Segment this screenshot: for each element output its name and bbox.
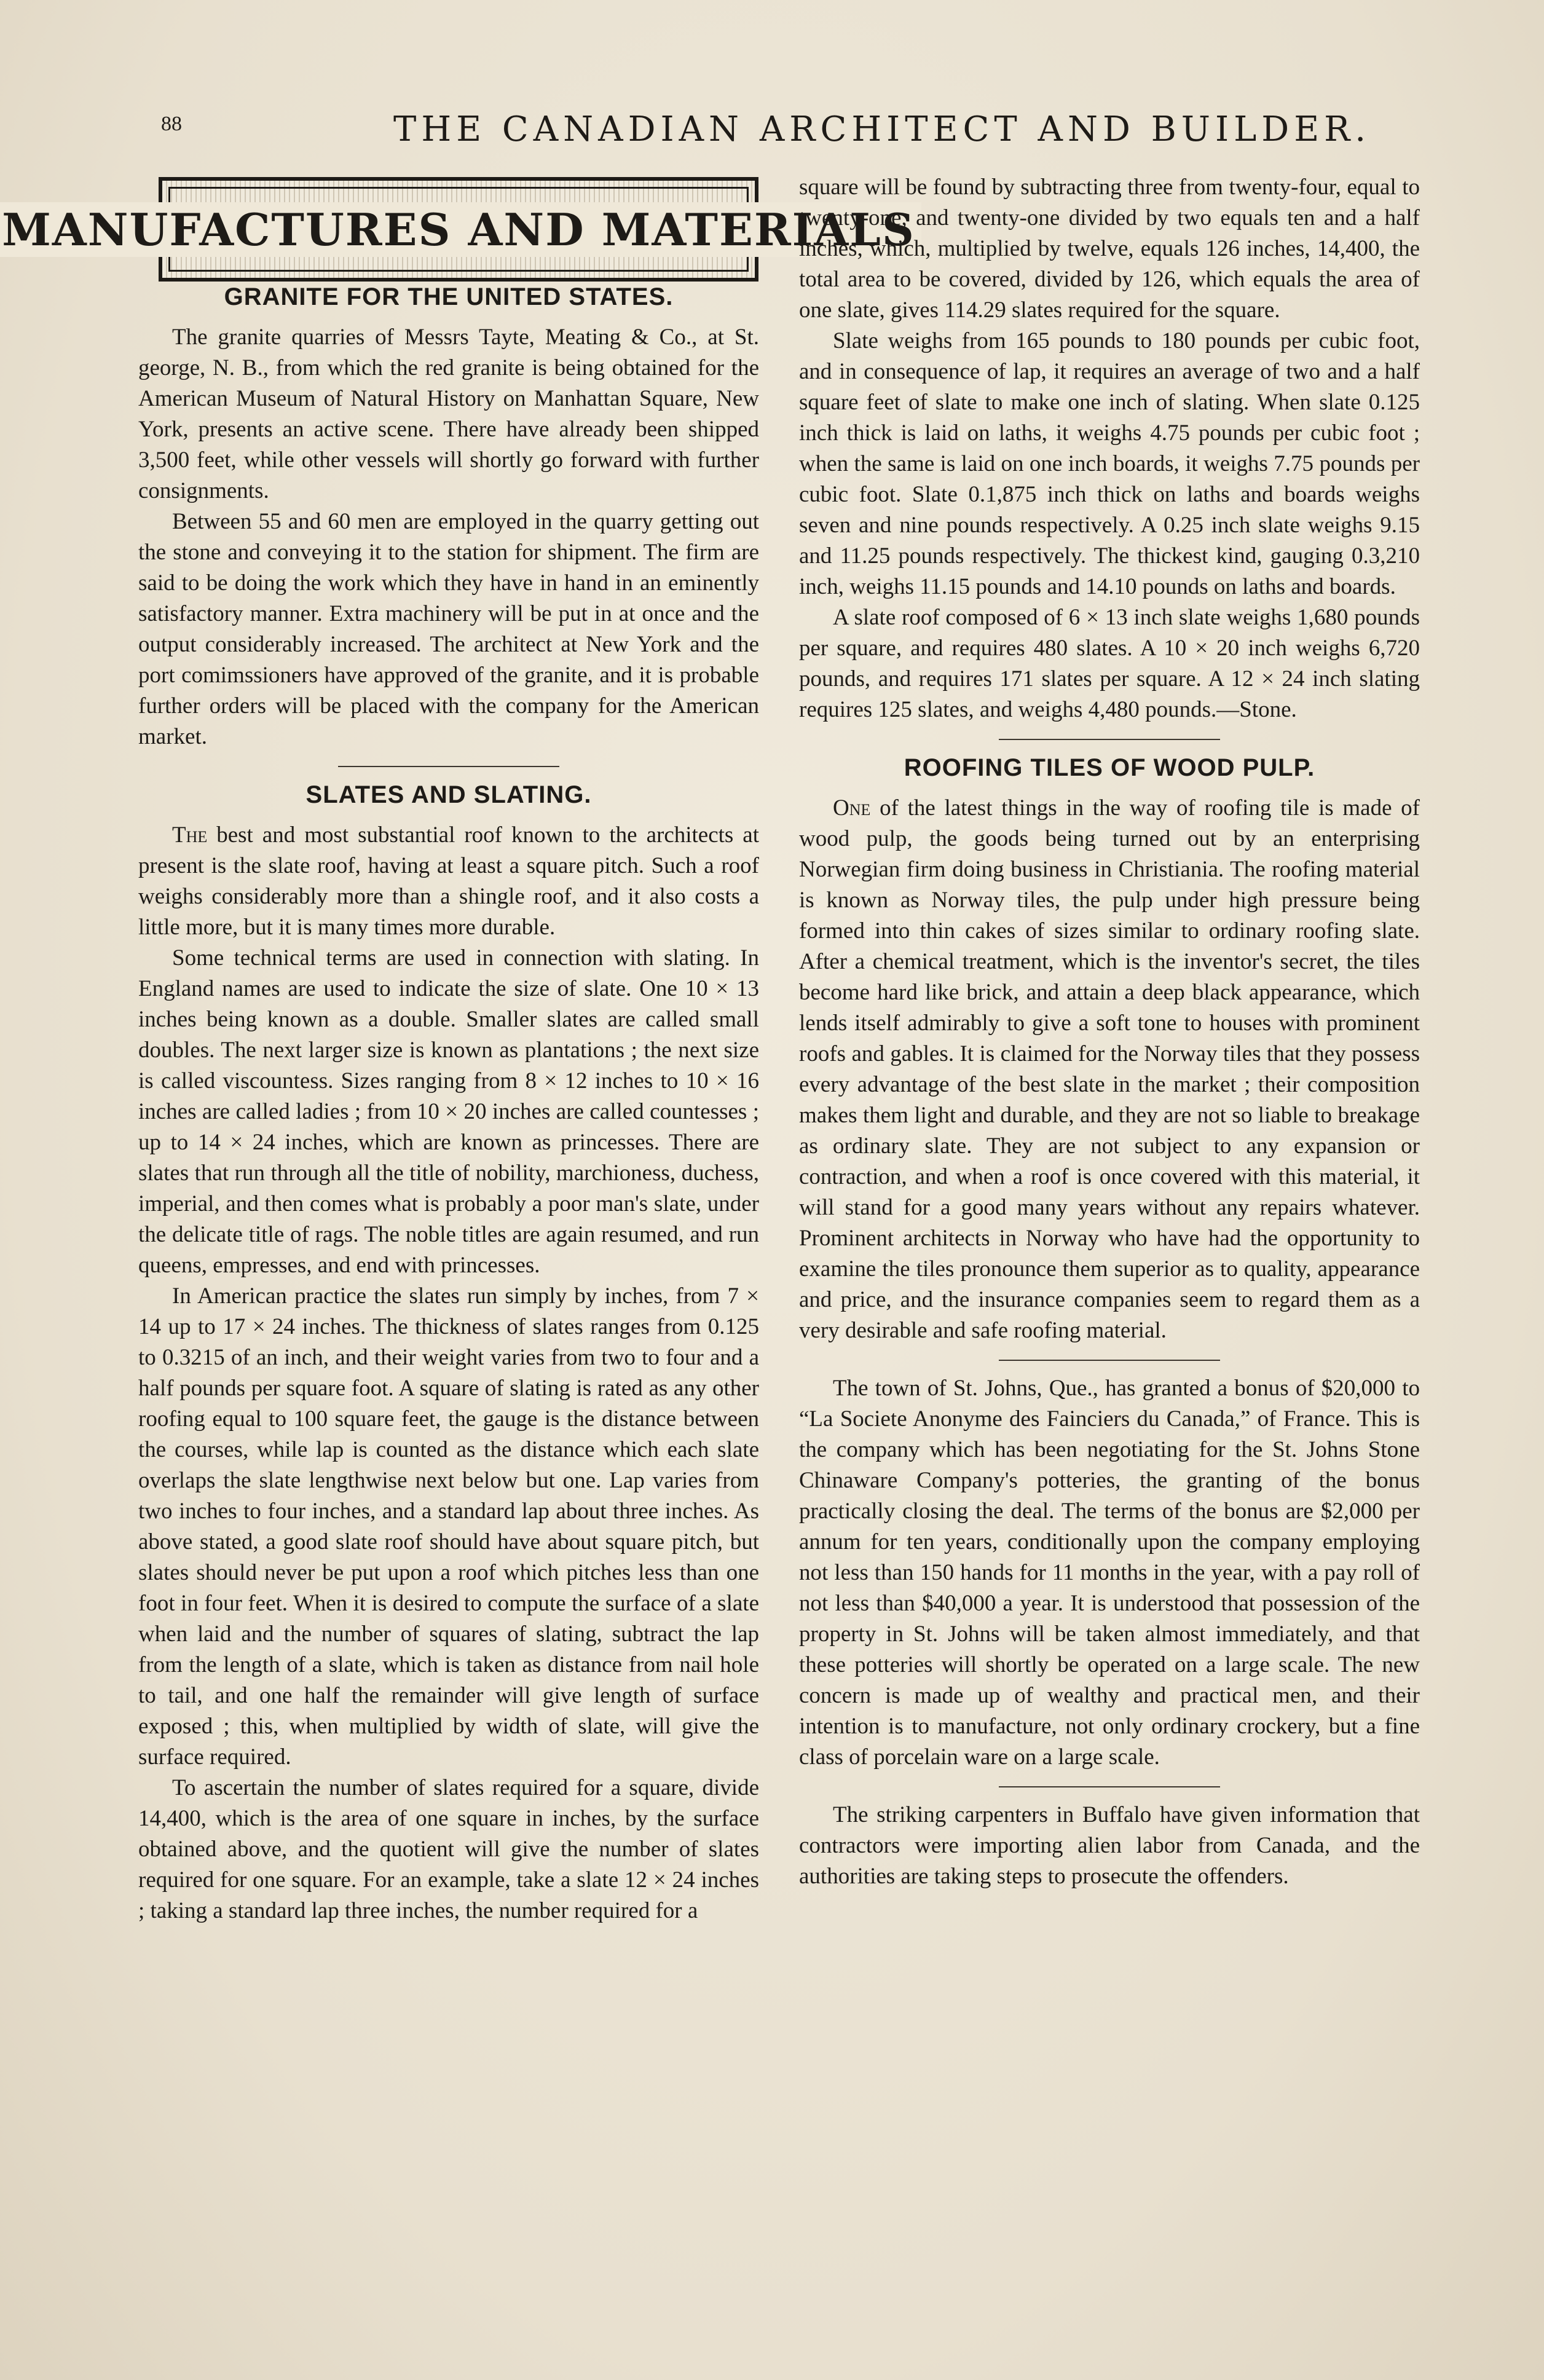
article-heading: ROOFING TILES OF WOOD PULP. bbox=[904, 754, 1315, 781]
lead-word: One bbox=[833, 795, 871, 821]
paragraph-text: of the latest things in the way of roofing tile is made of wood pulp, the goods being turned out by an enterprising Norwegian firm doing business in Christiania. The roofing material is known as Norway tiles, the pulp under high pressure being formed into thin cakes of sizes similar to ordinary roofing slate. After a chemical treatment, which is the inventor's secret, the tiles become hard like brick, and attain a deep black appearance, which lends itself admirably to give a soft tone to houses with prominent roofs and gables. It is claimed for the Norway tiles that they possess every advantage of the best slate in the market ; their composition makes them light and durable, and they are not so liable to breakage as ordinary slate. They are not subject to any expansion or contraction, and when a roof is once covered with this material, it will stand for a good many years without any repairs whatever. Prominent architects in Norway who have had the opportunity to examine the tiles pronounce them superior as to quality, appearance and price, and the insurance companies seem to regard them as a very desirable and safe roofing material. bbox=[799, 795, 1420, 1343]
article-paragraph: The granite quarries of Messrs Tayte, Meating & Co., at St. george, N. B., from which the red granite is being obtained for the American Museum of Natural History on Manhattan Square, New York, presents an active scene. There have already been shipped 3,500 feet, while other vessels will shortly go forward with further consignments. bbox=[138, 325, 759, 503]
lead-word: The bbox=[172, 822, 208, 848]
article-paragraph: Slate weighs from 165 pounds to 180 pounds per cubic foot, and in consequence of lap, it requires an average of two and a half square feet of slate to make one inch of slating. When slate 0.125 inch thick is laid on laths, it weighs 4.75 pounds per cubic foot ; when the same is laid on one inch boards, it weighs 7.75 pounds per cubic foot. Slate 0.1,875 inch thick on laths and boards weighs seven and nine pounds respectively. A 0.25 inch slate weighs 9.15 and 11.25 pounds respectively. The thickest kind, gauging 0.3,210 inch, weighs 11.15 pounds and 14.10 pounds on laths and boards. bbox=[799, 328, 1420, 599]
banner-title: MANUFACTURES AND MATERIALS bbox=[0, 202, 921, 257]
divider-rule bbox=[999, 1360, 1220, 1361]
article-paragraph: In American practice the slates run simply by inches, from 7 × 14 up to 17 × 24 inches. The thickness of slates ranges from 0.125 to 0.3215 of an inch, and their weight varies from two to four and a half pounds per square foot. A square of slating is rated as any other roofing equal to 100 square feet, the gauge is the distance between the courses, while lap is counted as the distance which each slate overlaps the slate lengthwise next below but one. Lap varies from two inches to four inches, and a standard lap about three inches. As above stated, a good slate roof should have about square pitch, but slates should never be put upon a roof which pitches less than one foot in four feet. When it is desired to compute the surface of a slate when laid and the number of squares of slating, subtract the lap from the length of a slate, which is taken as distance from nail hole to tail, and one half the remainder will give length of surface exposed ; this, when multiplied by width of slate, will give the surface required. bbox=[138, 1283, 759, 1770]
page-number: 88 bbox=[161, 112, 182, 135]
article-heading: SLATES AND SLATING. bbox=[305, 781, 592, 808]
article-paragraph: A slate roof composed of 6 × 13 inch slate weighs 1,680 pounds per square, and requires 480 slates. A 10 × 20 inch weighs 6,720 pounds, and requires 171 slates per square. A 12 × 24 inch slating requires 125 slates, and weighs 4,480 pounds.—Stone. bbox=[799, 605, 1420, 722]
article-paragraph: Some technical terms are used in connection with slating. In England names are used to indicate the size of slate. One 10 × 13 inches being known as a double. Smaller slates are called small doubles. The next larger size is known as plantations ; the next size is called viscountess. Sizes ranging from 8 × 12 inches to 10 × 16 inches are called ladies ; from 10 × 20 inches are called countesses ; up to 14 × 24 inches, which are known as princesses. There are slates that run through all the title of nobility, marchioness, duchess, imperial, and then comes what is probably a poor man's slate, under the delicate title of rags. The noble titles are again resumed, and run queens, empresses, and end with princesses. bbox=[138, 945, 759, 1278]
article-paragraph: To ascertain the number of slates required for a square, divide 14,400, which is the area of one square in inches, by the surface obtained above, and the quotient will give the number of slates required for one square. For an example, take a slate 12 × 24 inches ; taking a standard lap three inches, the number required for a bbox=[138, 1775, 759, 1923]
divider-rule bbox=[999, 739, 1220, 740]
article-heading: GRANITE FOR THE UNITED STATES. bbox=[224, 283, 674, 310]
news-note: The town of St. Johns, Que., has granted a bonus of $20,000 to “La Societe Anonyme des Fainciers du Canada,” of France. This is the company which has been negotiating for the St. Johns Stone Chinaware Company's potteries, the granting of the bonus practically closing the deal. The terms of the bonus are $2,000 per annum for ten years, conditionally upon the company employing not less than 150 hands for 11 months in the year, with a pay roll of not less than $40,000 a year. It is understood that possession of the property in St. Johns will be taken almost immediately, and that these potteries will shortly be operated on a large scale. The new concern is made up of wealthy and practical men, and their intention is to manufacture, not only ordinary crockery, but a fine class of porcelain ware on a large scale. bbox=[799, 1376, 1420, 1770]
right-column bbox=[799, 172, 1420, 1892]
divider-rule bbox=[338, 766, 559, 767]
left-column bbox=[138, 277, 759, 1926]
paragraph-text: best and most substantial roof known to the architects at present is the slate roof, having at least a square pitch. Such a roof weighs considerably more than a shingle roof, and it also costs a little more, but it is many times more durable. bbox=[138, 822, 759, 940]
article-paragraph bbox=[138, 820, 759, 943]
article-paragraph: square will be found by subtracting three from twenty-four, equal to twenty-one, and twenty-one divided by two equals ten and a half inches, which, multiplied by twelve, equals 126 inches, 14,400, the total area to be covered, divided by 126, which equals the area of one slate, gives 114.29 slates required for the square. bbox=[799, 175, 1420, 323]
article-paragraph: Between 55 and 60 men are employed in the quarry getting out the stone and conveying it to the station for shipment. The firm are said to be doing the work which they have in hand in an eminently satisfactory manner. Extra machinery will be put in at once and the output considerably increased. The architect at New York and the port comimssioners have approved of the granite, and it is probable further orders will be placed with the company for the American market. bbox=[138, 509, 759, 749]
article-paragraph bbox=[799, 793, 1420, 1346]
section-banner bbox=[2, 177, 915, 282]
divider-rule bbox=[999, 1786, 1220, 1787]
running-head: THE CANADIAN ARCHITECT AND BUILDER. bbox=[393, 109, 1371, 149]
news-note: The striking carpenters in Buffalo have given information that contractors were importing alien labor from Canada, and the authorities are taking steps to prosecute the offenders. bbox=[799, 1802, 1420, 1889]
